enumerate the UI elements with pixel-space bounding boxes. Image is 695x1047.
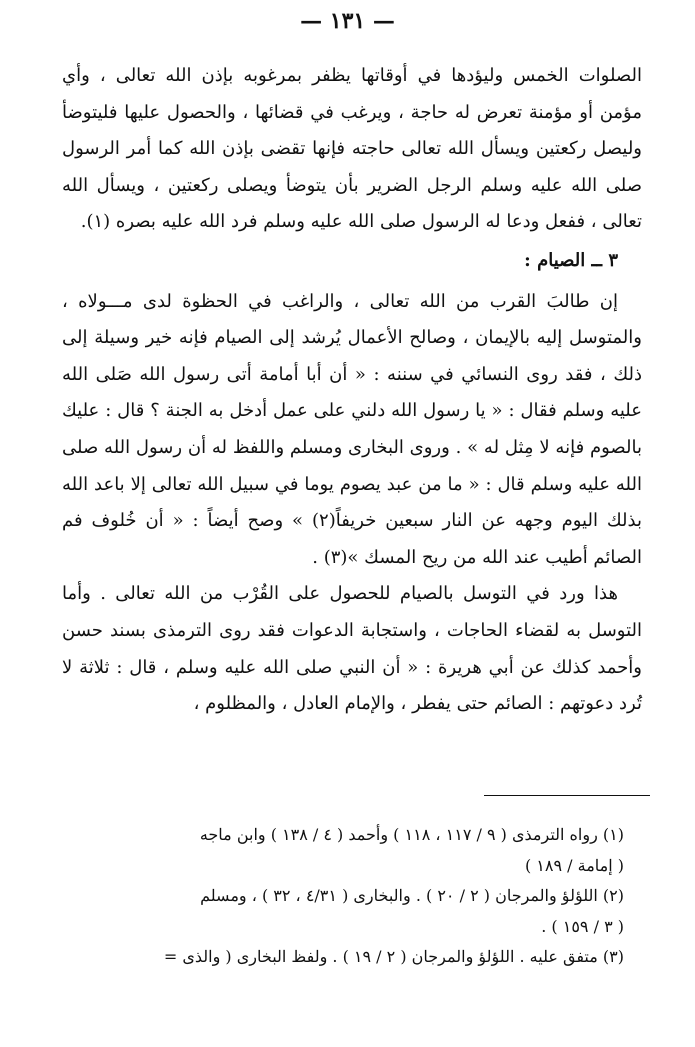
footnote-2-continuation: ( ٣ / ١٥٩ ) .	[541, 916, 624, 936]
paragraph-2: إن طالبَ القرب من الله تعالى ، والراغب في الحظوة لدى مـــولاه ، والمتوسل إليه بالإيمان ، وصالح الأعمال يُرشد إلى الصيام فإنه خير وسيلة إلى ذلك ، فقد روى النسائي في سننه : « أن أبا أمامة أتى رسول الله صَلى الله عليه وسلم فقال : « يا رسول الله دلني على عمل أدخل به الجنة ؟ قال : عليك بالصوم فإنه لا مِثل له » . وروى البخارى ومسلم واللفظ له أن رسول الله صلى الله عليه وسلم قال : « ما من عبد يصوم يوما في سبيل الله تعالى إلا باعد الله بذلك اليوم وجهه عن النار سبعين خريفاً(٢) » وصح أيضاً : « أن خُلوف فم الصائم أطيب عند الله من ريح المسك »(٣) .	[62, 290, 642, 568]
section-heading: ٣ ــ الصيام :	[524, 249, 618, 271]
footnote-2: (٢) اللؤلؤ والمرجان ( ٢ / ٢٠ ) . والبخارى ( ٤/٣١ ، ٣٢ ) ، ومسلم	[200, 886, 624, 905]
paragraph-1: الصلوات الخمس وليؤدها في أوقاتها يظفر بمرغوبه بإذن الله تعالى ، وأي مؤمن أو مؤمنة تعرض له حاجة ، ويرغب في قضائها ، والحصول عليها فليتوضأ وليصل ركعتين ويسأل الله تعالى حاجته فإنها تقضى بإذن الله كما أمر الرسول صلى الله عليه وسلم الرجل الضرير بأن يتوضأ ويصلى ركعتين ، ويسأل الله تعالى ، ففعل ودعا له الرسول صلى الله عليه وسلم فرد الله عليه بصره (١).	[62, 65, 642, 233]
main-text	[62, 58, 642, 723]
footnote-1: (١) رواه الترمذى ( ٩ / ١١٧ ، ١١٨ ) وأحمد ( ٤ / ١٣٨ ) وابن ماجه	[199, 825, 624, 844]
footnote-3: (٣) متفق عليه . اللؤلؤ والمرجان ( ٢ / ١٩ ) . ولفظ البخارى ( والذى =	[163, 947, 624, 966]
footnote-separator	[484, 795, 650, 796]
paragraph-3: هذا ورد في التوسل بالصيام للحصول على القُرْب من الله تعالى . وأما التوسل به لقضاء الحاجات ، واستجابة الدعوات فقد روى الترمذى بسند حسن وأحمد كذلك عن أبي هريرة : « أن النبي صلى الله عليه وسلم ، قال : ثلاثة لا تُرد دعوتهم : الصائم حتى يفطر ، والإمام العادل ، والمظلوم ،	[62, 583, 642, 715]
footnote-1-continuation: ( إمامة / ١٨٩ )	[524, 855, 624, 875]
footnotes	[58, 820, 642, 973]
page-number: — ١٣١ —	[300, 8, 395, 34]
